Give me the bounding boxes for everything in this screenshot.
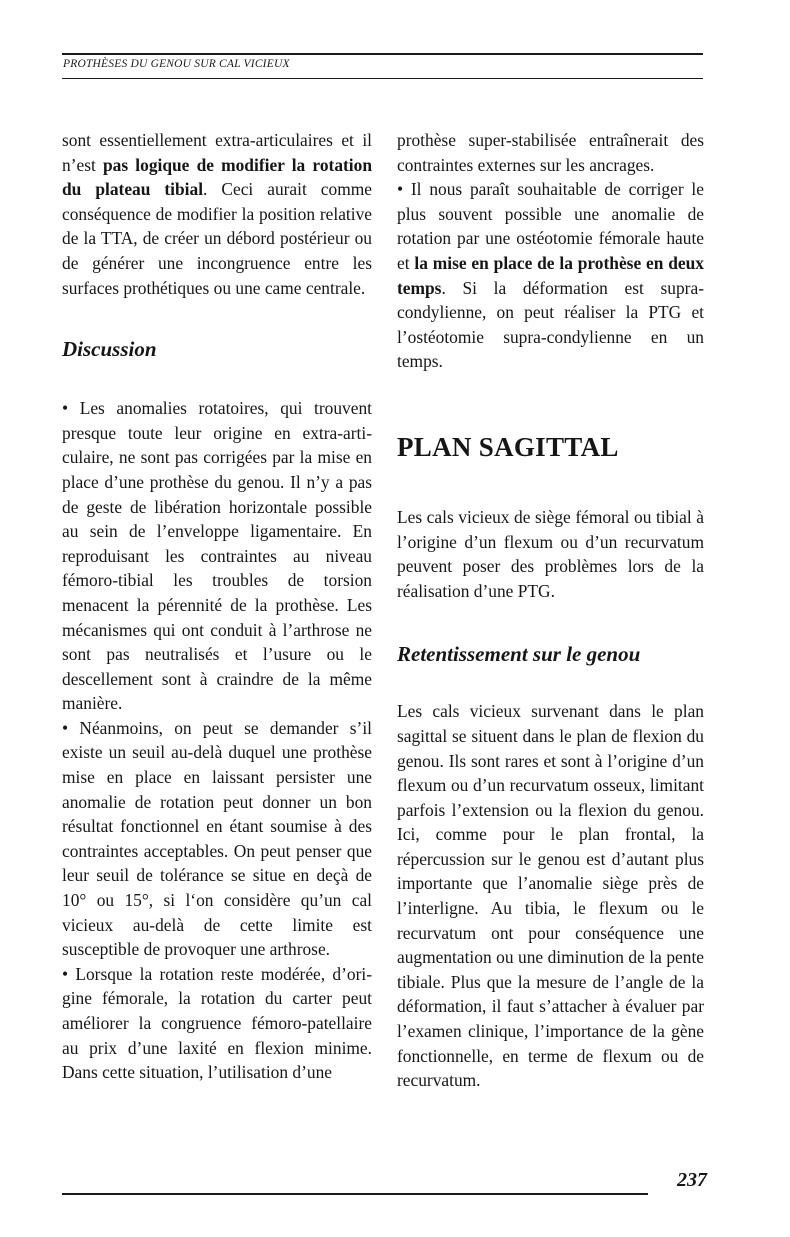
bullet-anomalies-rotatoires: • Les anomalies rotatoires, qui trouvent presque toute leur origine en extra-articulaire, ne sont pas corrigées par la mise en place d’une prothèse du genou. Il n’y a pas de geste de libération horizontale possible au sein de l’enveloppe ligamentaire. En reproduisant les contraintes au niveau fémoro-tibial les troubles de torsion menacent la pérennité de la prothèse. Les mécanismes qui ont conduit à l’arthrose ne sont pas neutralisés et l’usure ou le descellement sont à craindre de la même manière. <box>62 398 372 714</box>
bullet-rotation-moderee: • Lorsque la rotation reste modérée, d’origine fémorale, la rotation du carter peut améliorer la congruence fémoro-patellaire au prix d’une laxité en flexion minime. Dans cette situation, l’utilisation d’une <box>62 963 372 1083</box>
bullet-seuil-tolerance: • Néanmoins, on peut se demander s’il existe un seuil au-delà duquel une prothèse mise en place en laissant persister une anomalie de rotation peut donner un bon résultat fonctionnel en étant soumise à des contraintes acceptables. On peut penser que leur seuil de tolérance se situe en deçà de 10° ou 15°, si l‘on considère qu’un cal vicieux au-delà de cette limite est susceptible de provoquer une arthrose. <box>62 717 372 960</box>
header-rule-top <box>62 53 703 55</box>
paragraph-rotation-plateau <box>62 128 372 300</box>
text-run: . Ceci aurait comme conséquence de modifier la position relative de la TTA, de créer un débord postérieur ou de générer une incongruence entre les surfaces prothétiques ou une came centrale. <box>62 179 372 298</box>
heading-discussion: Discussion <box>62 337 157 362</box>
paragraph-intro-sagittal: Les cals vicieux de siège fémoral ou tibial à l’origine d’un flexum ou d’un recurvatum peuvent poser des problèmes lors de la réalisation d’une PTG. <box>397 506 704 601</box>
bullet-osteotomie <box>397 177 704 374</box>
section-heading-plan-sagittal: PLAN SAGITTAL <box>397 431 619 462</box>
emphasis-text: pas logique de modifier la rotation du plateau tibial <box>62 154 373 200</box>
emphasis-text: la mise en place de la prothèse en deux temps <box>397 252 704 298</box>
right-column <box>397 128 704 1093</box>
left-column <box>62 128 372 1085</box>
text-run: • Il nous paraît souhaitable de corriger le plus souvent possible une anomalie de rotation par une ostéotomie fémorale haute et <box>397 179 704 273</box>
header-rule-bottom <box>62 78 703 79</box>
paragraph-continuation: prothèse super-stabilisée entraînerait des contraintes externes sur les ancrages. <box>397 130 704 175</box>
subheading-retentissement: Retentissement sur le genou <box>397 642 641 667</box>
text-run: . Si la déformation est supra-condylienne, on peut réaliser la PTG et l’ostéotomie supra-condylienne en un temps. <box>397 277 704 372</box>
running-header: PROTHÈSES DU GENOU SUR CAL VICIEUX <box>63 58 290 70</box>
footer-rule <box>62 1193 648 1195</box>
paragraph-retentissement: Les cals vicieux survenant dans le plan sagittal se situent dans le plan de flexion du genou. Ils sont rares et sont à l’origine d’un flexum ou d’un recurvatum osseux, limitant parfois l’extension ou la flexion du genou. Ici, comme pour le plan frontal, la répercussion sur le genou est d’autant plus importante que l’anomalie siège près de l’interligne. Au tibia, le flexum ou le recurvatum ont pour conséquence une augmentation ou une diminution de la pente tibiale. Plus que la mesure de l’angle de la déformation, il faut s’attacher à évaluer par l’examen clinique, l’importance de la gène fonctionnelle, en terme de flexum ou de recurvatum. <box>397 701 704 1091</box>
text-run: sont essentiellement extra-articulaires et il n’est <box>62 130 372 175</box>
page-number: 237 <box>677 1169 707 1191</box>
